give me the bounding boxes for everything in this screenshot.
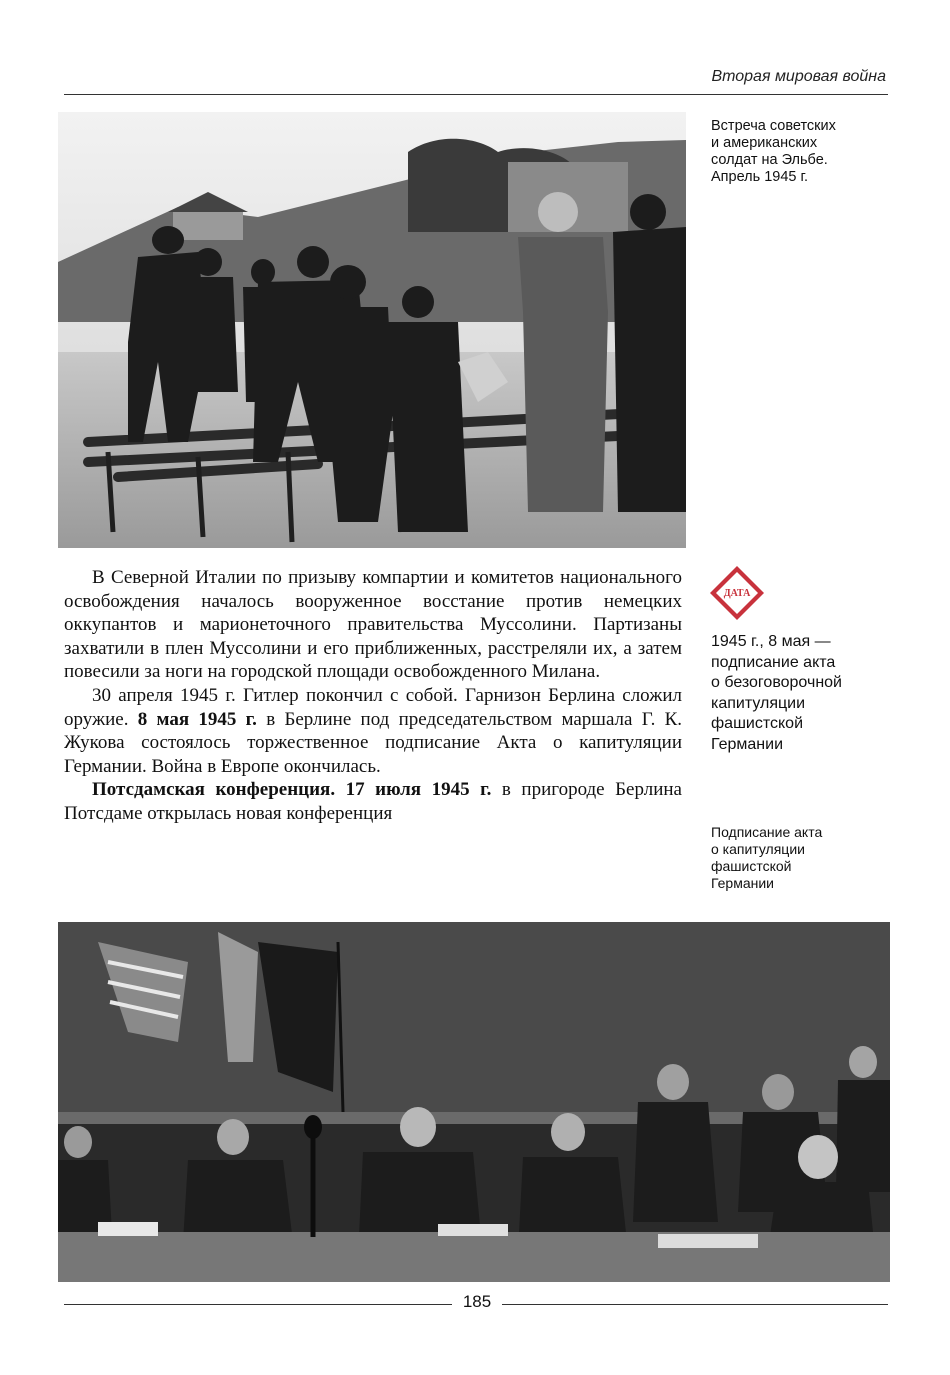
section-title: Вторая мировая война <box>711 68 886 85</box>
date-badge-label: ДАТА <box>723 588 751 599</box>
date-line: 1945 г., 8 мая — <box>711 633 831 650</box>
caption-line: Апрель 1945 г. <box>711 169 809 185</box>
footer-rule-right <box>502 1304 888 1305</box>
paragraph: 30 апреля 1945 г. Гитлер покончил с собой. Гарнизон Берлина сложил оружие. 8 мая 1945 г. в Берлине под председательством маршала Г. К. Жукова состоялось торжественное подписание Акта о капитуляции Германии. Война в Европе окончилась. <box>64 684 683 777</box>
bold-date: 8 мая 1945 г. <box>137 708 257 730</box>
photo-capitulation-signing <box>58 922 890 1282</box>
body-text <box>64 566 682 826</box>
date-line: капитуляции <box>711 694 806 712</box>
footer-rule-left <box>64 1304 452 1305</box>
date-line: подписание акта <box>711 653 836 671</box>
page-footer <box>64 1292 888 1316</box>
caption-line: и американских <box>711 135 818 151</box>
caption-line: Германии <box>711 875 774 891</box>
photo2-caption <box>711 824 871 892</box>
date-line: фашистской <box>711 715 803 732</box>
date-note <box>711 632 886 755</box>
paragraph: Потсдамская конференция. 17 июля 1945 г. в пригороде Берлина Потсдаме открылась новая конференция <box>64 779 682 824</box>
date-badge-icon <box>708 564 766 622</box>
bold-heading: Потсдамская конференция. 17 июля 1945 г. <box>92 779 492 801</box>
caption-line: солдат на Эльбе. <box>711 152 828 168</box>
photo-elbe-meeting <box>58 112 686 548</box>
caption-line: фашистской <box>711 858 792 874</box>
caption-line: о капитуляции <box>711 841 805 857</box>
photo1-caption <box>711 118 881 186</box>
header-rule <box>64 94 888 95</box>
caption-line: Встреча советских <box>711 118 836 134</box>
date-line: Германии <box>711 735 783 753</box>
page-number: 185 <box>462 1292 492 1311</box>
caption-line: Подписание акта <box>711 824 823 840</box>
paragraph: В Северной Италии по призыву компартии и комитетов национального освобождения началось вооруженное восстание против немецких оккупантов и марионеточного правительства Муссолини. Партизаны захватили в плен Муссолини и его приближенных, расстреляли их, а затем повесили за ноги на городской площади освобожденного Милана. <box>64 567 682 683</box>
date-line: о безоговорочной <box>711 674 842 691</box>
